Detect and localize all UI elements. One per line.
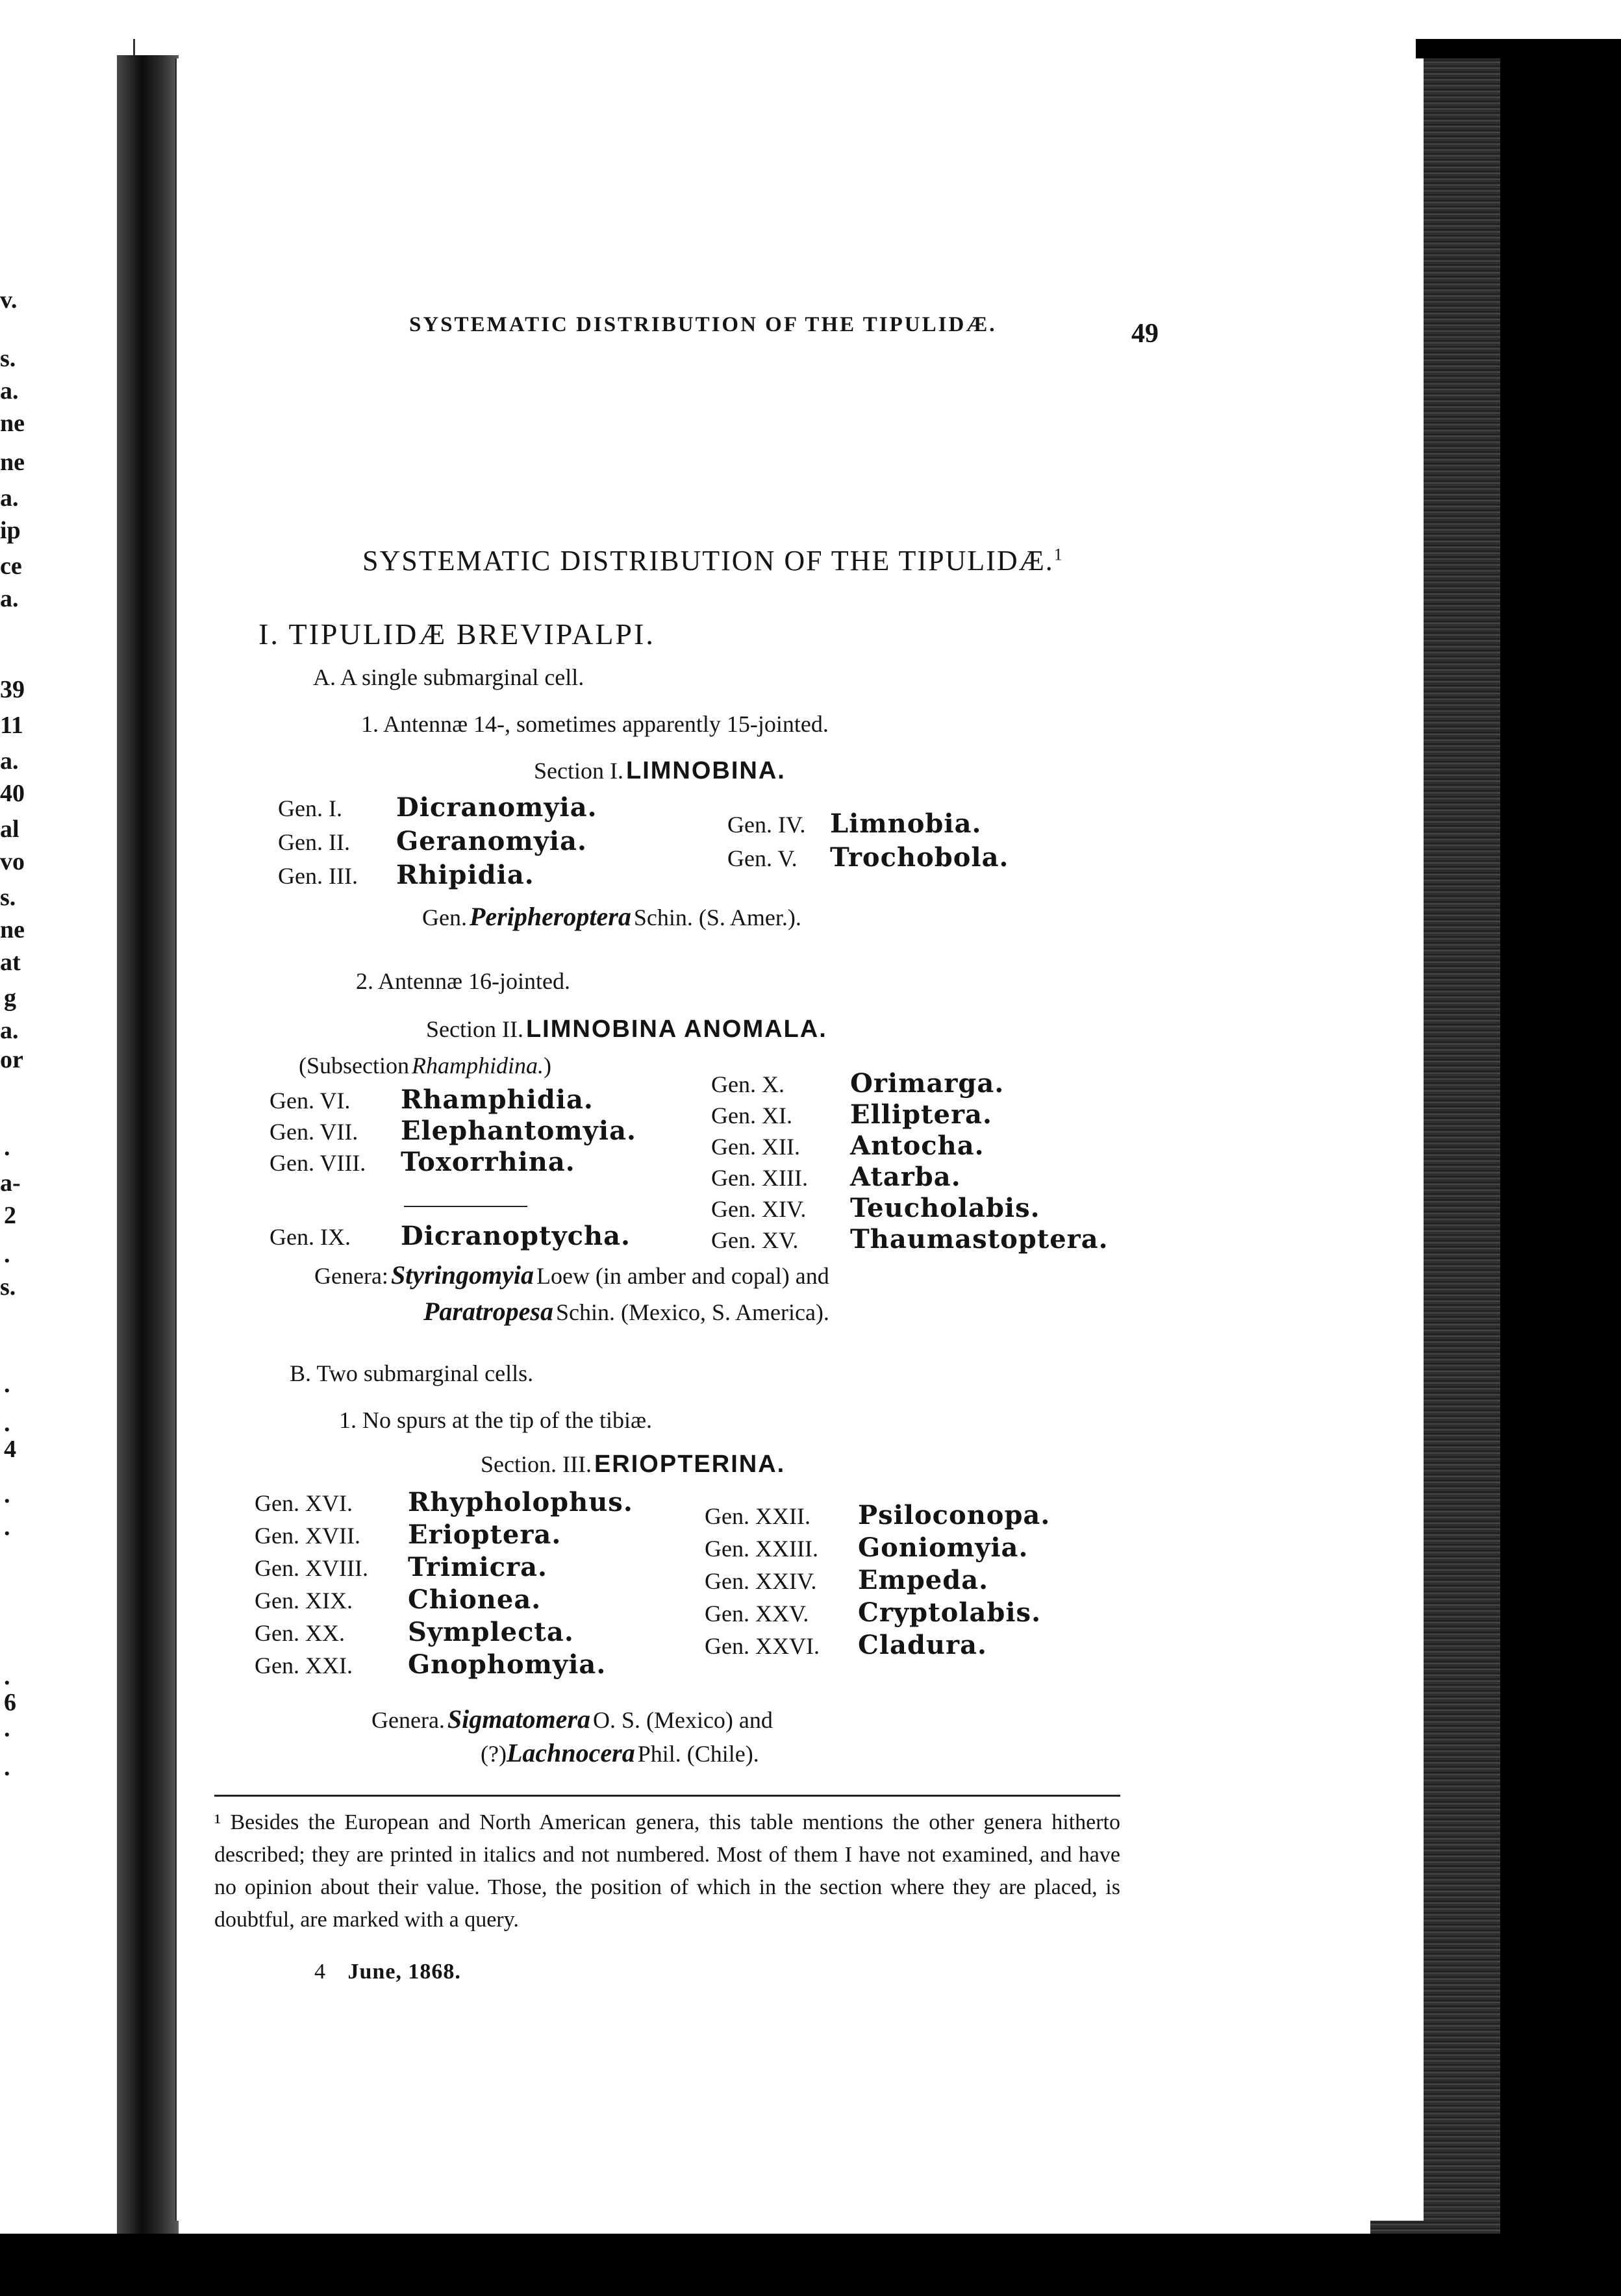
genus-name: Dicranomyia. <box>396 792 597 823</box>
group-b-heading: B. Two submarginal cells. <box>290 1360 534 1386</box>
page-title <box>362 544 1064 577</box>
genus-entry <box>711 1130 985 1161</box>
genus-entry <box>255 1649 606 1680</box>
genus-name: Elliptera. <box>850 1099 992 1130</box>
section-3-label: Section. III. <box>481 1451 592 1477</box>
genus-entry <box>711 1099 992 1130</box>
genus-name: Chionea. <box>408 1584 542 1615</box>
genus-number: Gen. XXIV. <box>705 1568 817 1594</box>
section-1-name: LIMNOBINA. <box>625 757 786 784</box>
facing-page-fragment: al <box>0 816 19 843</box>
genus-entry <box>705 1500 1050 1530</box>
subsection-prefix: (Subsection <box>299 1053 409 1079</box>
section-1-extra-genus <box>422 901 801 932</box>
facing-page-fragment: . <box>4 1481 10 1508</box>
facing-page-fragment: ne <box>0 916 25 943</box>
genus-entry <box>705 1630 987 1660</box>
genus-name: Symplecta. <box>408 1617 574 1647</box>
genus-entry <box>727 808 981 839</box>
division-heading: I. TIPULIDÆ BREVIPALPI. <box>258 618 655 651</box>
facing-page-fragment: a. <box>0 484 19 512</box>
facing-page-fragment: ne <box>0 410 25 437</box>
section-3-heading <box>481 1451 785 1479</box>
genus-name: Toxorrhina. <box>401 1147 575 1177</box>
facing-page-fragment: . <box>4 1754 10 1781</box>
facing-page-fragment: . <box>4 1241 10 1268</box>
genus-name: Cryptolabis. <box>858 1597 1041 1628</box>
subsection-heading <box>299 1052 551 1079</box>
genus-name: Erioptera. <box>408 1519 562 1550</box>
genus-number: Gen. XXVI. <box>705 1633 820 1659</box>
title-footnote-mark: 1 <box>1053 545 1064 564</box>
genus-number: Gen. I. <box>278 795 342 821</box>
genus-number: Gen. XXIII. <box>705 1536 818 1562</box>
genus-entry <box>705 1565 988 1595</box>
facing-page <box>0 39 135 2247</box>
facing-page-fragment: . <box>4 1134 10 1161</box>
facing-page-fragment: 2 <box>4 1202 16 1229</box>
section-2-extra-genera-1 <box>314 1260 829 1290</box>
genus-entry <box>705 1532 1028 1563</box>
genus-entry <box>705 1597 1041 1628</box>
genus-entry <box>255 1552 547 1582</box>
genus-name: Rhamphidia. <box>401 1084 594 1115</box>
genus-name: Rhipidia. <box>396 860 534 890</box>
genus-number: Gen. XII. <box>711 1134 800 1160</box>
genus-name: Cladura. <box>858 1630 987 1660</box>
genus-number: Gen. V. <box>727 845 798 871</box>
group-a1-heading: 1. Antennæ 14-, sometimes apparently 15-jointed. <box>361 711 829 737</box>
facing-page-fragment: . <box>4 1371 10 1398</box>
subsection-name: Rhamphidina. <box>411 1053 544 1079</box>
extra-genus-name-2: Paratropesa <box>423 1297 553 1326</box>
running-head: SYSTEMATIC DISTRIBUTION OF THE TIPULIDÆ. <box>409 313 997 336</box>
signature-line <box>314 1960 461 1984</box>
facing-page-fragment: . <box>4 1410 10 1437</box>
genus-number: Gen. XVII. <box>255 1523 360 1549</box>
genus-entry <box>270 1147 575 1177</box>
footnote-rule <box>214 1795 1120 1797</box>
facing-page-fragment: 6 <box>4 1689 16 1716</box>
genus-number: Gen. VIII. <box>270 1150 366 1176</box>
facing-page-fragment: . <box>4 1514 10 1541</box>
section-3-extra-genera-1 <box>371 1704 773 1734</box>
genus-name: Limnobia. <box>830 808 982 839</box>
genus-entry <box>711 1224 1109 1254</box>
genus-number: Gen. XXI. <box>255 1653 353 1678</box>
genus-number: Gen. IV. <box>727 812 806 838</box>
genus-name: Orimarga. <box>850 1068 1005 1099</box>
genus-number: Gen. XXV. <box>705 1601 809 1627</box>
facing-page-fragment: . <box>4 1663 10 1690</box>
extra-genus-name-2: Lachnocera <box>506 1738 635 1767</box>
section-2-extra-genera-2 <box>423 1296 829 1327</box>
facing-page-fragment: ip <box>0 517 21 544</box>
genus-number: Gen. XI. <box>711 1103 792 1129</box>
genus-name: Dicranoptycha. <box>401 1221 631 1251</box>
genus-number: Gen. XIV. <box>711 1196 807 1222</box>
group-a2-heading: 2. Antennæ 16-jointed. <box>356 968 570 994</box>
facing-page-fragment: a- <box>0 1169 21 1197</box>
facing-page-fragment: ce <box>0 553 22 580</box>
extra-genus-name-1: Styringomyia <box>390 1260 534 1290</box>
section-3-name: ERIOPTERINA. <box>594 1451 786 1478</box>
facing-page-fragment: a. <box>0 747 19 775</box>
section-1-label: Section I. <box>534 758 623 784</box>
section-2-label: Section II. <box>426 1016 523 1042</box>
facing-page-fragment: a. <box>0 585 19 612</box>
title-text: SYSTEMATIC DISTRIBUTION OF THE TIPULIDÆ. <box>362 545 1054 577</box>
facing-page-fragment: at <box>0 949 21 976</box>
genus-number: Gen. XX. <box>255 1620 345 1646</box>
genus-name: Antocha. <box>850 1130 985 1161</box>
subsection-suffix: ) <box>543 1053 551 1079</box>
genus-entry <box>278 792 597 823</box>
genus-entry <box>270 1084 594 1115</box>
genus-entry <box>270 1116 636 1146</box>
scan-bottom-band <box>0 2234 1621 2296</box>
book-gutter <box>117 55 179 2256</box>
facing-page-fragment: s. <box>0 1273 16 1301</box>
extra-text-1: O. S. (Mexico) and <box>592 1707 773 1733</box>
genus-entry <box>255 1617 574 1647</box>
extra-prefix: Gen. <box>422 905 467 930</box>
facing-page-fragment: g <box>4 984 16 1012</box>
extra-prefix: Genera: <box>314 1263 388 1289</box>
genus-entry <box>711 1193 1040 1223</box>
section-2-short-rule <box>404 1206 527 1207</box>
genus-name: Gnophomyia. <box>408 1649 607 1680</box>
genus-number: Gen. IX. <box>270 1224 351 1250</box>
page-number: 49 <box>1131 319 1159 349</box>
extra-genus-name: Peripheroptera <box>469 902 631 931</box>
group-a-heading: A. A single submarginal cell. <box>313 664 584 690</box>
facing-page-fragment: ne <box>0 449 25 476</box>
facing-page-fragment: s. <box>0 345 16 372</box>
signature-number: 4 <box>314 1960 325 1984</box>
genus-number: Gen. XVI. <box>255 1490 353 1516</box>
genus-number: Gen. VII. <box>270 1119 358 1145</box>
extra-text-1: Loew (in amber and copal) and <box>536 1263 829 1289</box>
extra-genus-name-1: Sigmatomera <box>447 1704 590 1734</box>
facing-page-fragment: s. <box>0 884 16 911</box>
genus-name: Teucholabis. <box>850 1193 1040 1223</box>
genus-name: Trochobola. <box>830 842 1009 873</box>
section-2-heading <box>426 1016 827 1043</box>
section-1-heading <box>534 757 786 785</box>
facing-page-fragment: . <box>4 1715 10 1742</box>
genus-number: Gen. XVIII. <box>255 1555 368 1581</box>
genus-number: Gen. II. <box>278 829 350 855</box>
genus-entry <box>727 842 1009 873</box>
genus-name: Geranomyia. <box>396 826 587 856</box>
facing-page-fragment: vo <box>0 848 25 875</box>
extra-text-2: Schin. (Mexico, S. America). <box>556 1299 829 1325</box>
genus-number: Gen. VI. <box>270 1088 351 1114</box>
genus-number: Gen. XIX. <box>255 1588 353 1614</box>
genus-name: Goniomyia. <box>858 1532 1029 1563</box>
genus-number: Gen. XV. <box>711 1227 799 1253</box>
genus-name: Elephantomyia. <box>401 1116 636 1146</box>
footnote: ¹ Besides the European and North American genera, this table mentions the other genera hitherto described; they are printed in italics and not numbered. Most of them I have not examined, and have no opinion about their value. Those, the position of which in the section where they are placed, is doubtful, are marked with a query. <box>214 1810 1120 1932</box>
genus-number: Gen. III. <box>278 863 358 889</box>
genus-entry <box>278 860 534 890</box>
facing-page-fragment: a. <box>0 377 19 405</box>
genus-entry <box>255 1487 633 1517</box>
facing-page-fragment: v. <box>0 286 18 314</box>
facing-page-fragment: 39 <box>0 676 25 703</box>
facing-page-fragment: 40 <box>0 780 25 807</box>
genus-name: Psiloconopa. <box>858 1500 1051 1530</box>
genus-entry <box>255 1584 541 1615</box>
genus-name: Atarba. <box>850 1162 961 1192</box>
genus-name: Thaumastoptera. <box>850 1224 1109 1254</box>
facing-page-fragment: 4 <box>4 1436 16 1463</box>
extra-prefix: Genera. <box>371 1707 445 1733</box>
genus-number: Gen. X. <box>711 1071 785 1097</box>
genus-number: Gen. XXII. <box>705 1503 810 1529</box>
facing-page-fragment: a. <box>0 1017 19 1044</box>
extra-query: (?) <box>481 1741 507 1767</box>
genus-entry <box>711 1162 961 1192</box>
genus-number: Gen. XIII. <box>711 1165 808 1191</box>
section-3-extra-genera-2 <box>481 1738 759 1768</box>
genus-name: Empeda. <box>858 1565 989 1595</box>
genus-entry <box>270 1221 631 1251</box>
facing-page-fragment: 11 <box>0 712 23 739</box>
signature-date: June, 1868. <box>347 1960 461 1984</box>
genus-entry <box>278 826 587 856</box>
section-2-name: LIMNOBINA ANOMALA. <box>525 1016 827 1043</box>
genus-entry <box>255 1519 561 1550</box>
genus-name: Rhypholophus. <box>408 1487 633 1517</box>
extra-suffix: Schin. (S. Amer.). <box>633 905 801 930</box>
facing-page-fragment: or <box>0 1046 23 1073</box>
genus-name: Trimicra. <box>408 1552 547 1582</box>
group-b1-heading: 1. No spurs at the tip of the tibiæ. <box>339 1407 652 1433</box>
genus-entry <box>711 1068 1004 1099</box>
extra-text-2: Phil. (Chile). <box>637 1741 759 1767</box>
